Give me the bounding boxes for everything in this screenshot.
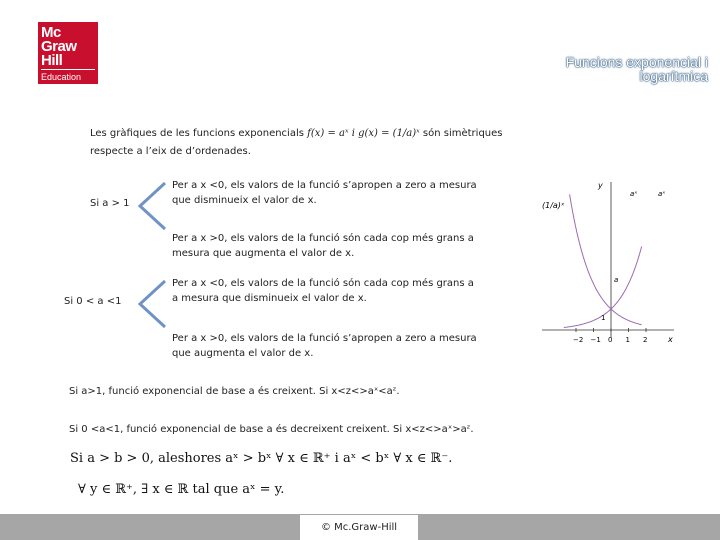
logo-line-1: Mc	[41, 24, 61, 41]
copyright: © Mc.Graw-Hill	[300, 515, 418, 540]
case-condition-2: Si 0 < a <1	[64, 296, 122, 307]
rule-increasing: Si a>1, funció exponencial de base a és creixent. Si x<z<>aˣ<aᶻ.	[69, 386, 400, 397]
x-tick-label: 0	[608, 336, 613, 344]
label-x-axis: x	[668, 335, 673, 344]
math-line-1: Si a > b > 0, aleshores aˣ > bˣ ∀ x ∈ ℝ⁺ i aˣ < bˣ ∀ x ∈ ℝ⁻.	[70, 451, 453, 466]
x-tick-label: 2	[643, 336, 648, 344]
intro-text-after: són simètriques	[422, 128, 503, 139]
bracket-arrow-1	[134, 180, 168, 234]
case-2-bottom-line: Per a x >0, els valors de la funció s’apropen a zero a mesura que augmenta el valor de x.	[172, 333, 477, 359]
x-tick-label: 1	[625, 336, 630, 344]
title-line-1: Funcions exponencial i	[565, 54, 708, 70]
intro-line-2: respecte a l’eix de d’ordenades.	[90, 146, 251, 157]
intro-paragraph	[90, 125, 503, 161]
bracket-arrow-2	[134, 278, 168, 332]
logo-line-4: Education	[41, 72, 82, 82]
logo-line-2: Graw	[41, 38, 77, 55]
label-one: 1	[601, 314, 606, 322]
label-ax-top: aˣ	[630, 190, 638, 198]
case-1-bottom-text	[172, 231, 474, 261]
case-1-top-line: Per a x <0, els valors de la funció s’apropen a zero a mesura que disminueix el valor de x.	[172, 180, 477, 206]
label-inverse-curve: (1/a)ˣ	[542, 201, 565, 210]
x-tick-label: −2	[573, 336, 584, 344]
intro-formula: f(x) = aˣ i g(x) = (1/a)ˣ	[307, 128, 420, 139]
intro-text-before: Les gràfiques de les funcions exponencials	[90, 128, 304, 139]
logo-divider	[41, 69, 95, 70]
case-condition-1: Si a > 1	[90, 198, 130, 209]
math-line-2: ∀ y ∈ ℝ⁺, ∃ x ∈ ℝ tal que aˣ = y.	[78, 482, 285, 497]
mcgraw-hill-logo	[38, 22, 98, 84]
page-title	[566, 55, 708, 83]
label-ax-right: aˣ	[658, 190, 666, 198]
logo-line-3: Hill	[41, 52, 63, 69]
case-2-top-line: Per a x <0, els valors de la funció són cada cop més grans a a mesura que disminueix el valor de x.	[172, 278, 474, 304]
case-1-top-text	[172, 178, 477, 208]
x-tick-label: −1	[590, 336, 601, 344]
case-2-bottom-text	[172, 331, 477, 361]
rule-decreasing: Si 0 <a<1, funció exponencial de base a és decreixent creixent. Si x<z<>aˣ>aᶻ.	[69, 424, 474, 435]
curve-inverse-a-pow-x	[570, 194, 642, 324]
case-2-top-text	[172, 276, 474, 306]
label-a: a	[614, 276, 619, 284]
case-1-bottom-line: Per a x >0, els valors de la funció són cada cop més grans a mesura que augmenta el valor de x.	[172, 233, 474, 259]
label-y-axis: y	[598, 181, 603, 190]
exponential-graph	[538, 178, 680, 346]
title-line-2: logarítmica	[639, 68, 708, 84]
